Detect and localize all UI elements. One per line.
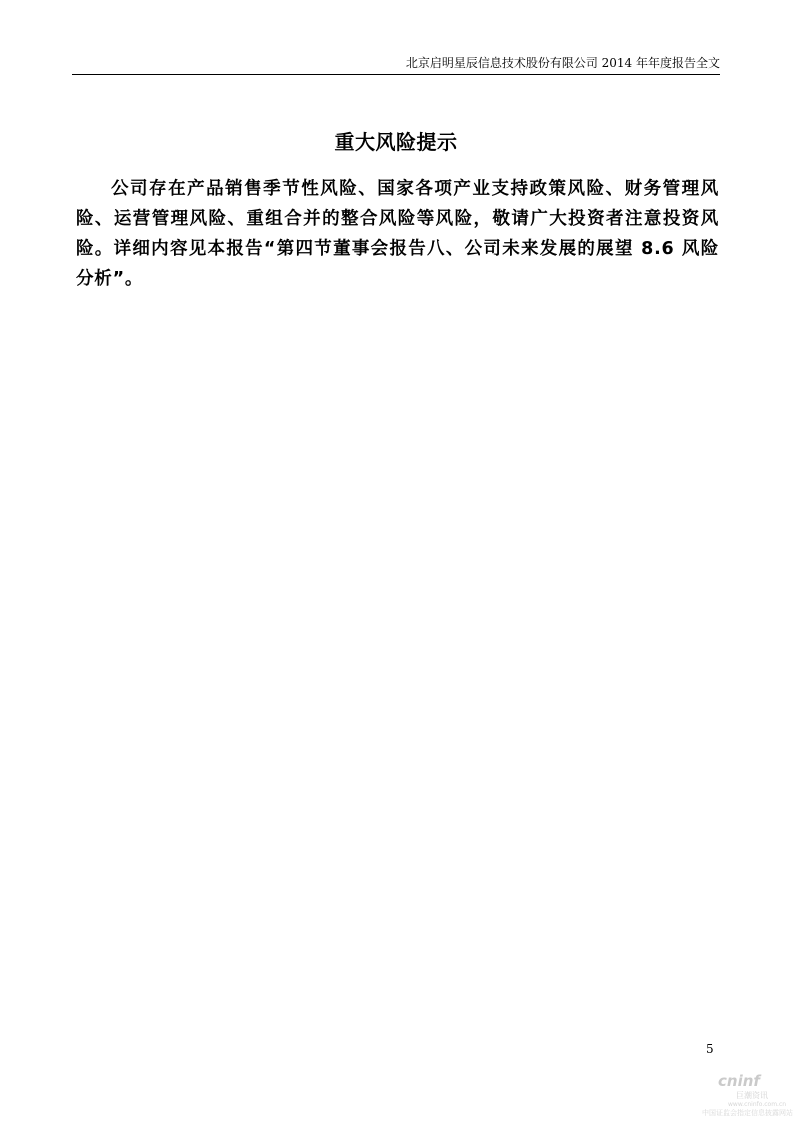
- watermark-subtitle: 巨潮资讯: [736, 1091, 768, 1100]
- header-text: 北京启明星辰信息技术股份有限公司 2014 年年度报告全文: [405, 56, 720, 70]
- page-title: 重大风险提示: [334, 130, 458, 154]
- watermark-url: www.cninfo.com.cn: [728, 1101, 787, 1108]
- cninfo-watermark: [700, 1070, 793, 1118]
- watermark-org: 中国证监会指定信息披露网站: [702, 1109, 793, 1117]
- watermark-brand: cninf: [718, 1072, 760, 1090]
- page-number: 5: [706, 1042, 714, 1056]
- page-header: [72, 56, 720, 75]
- risk-paragraph: 公司存在产品销售季节性风险、国家各项产业支持政策风险、财务管理风险、运营管理风险、重组合并的整合风险等风险，敬请广大投资者注意投资风险。详细内容见本报告“第四节董事会报告八、公司未来发展的展望 8.6 风险分析”。: [76, 179, 719, 289]
